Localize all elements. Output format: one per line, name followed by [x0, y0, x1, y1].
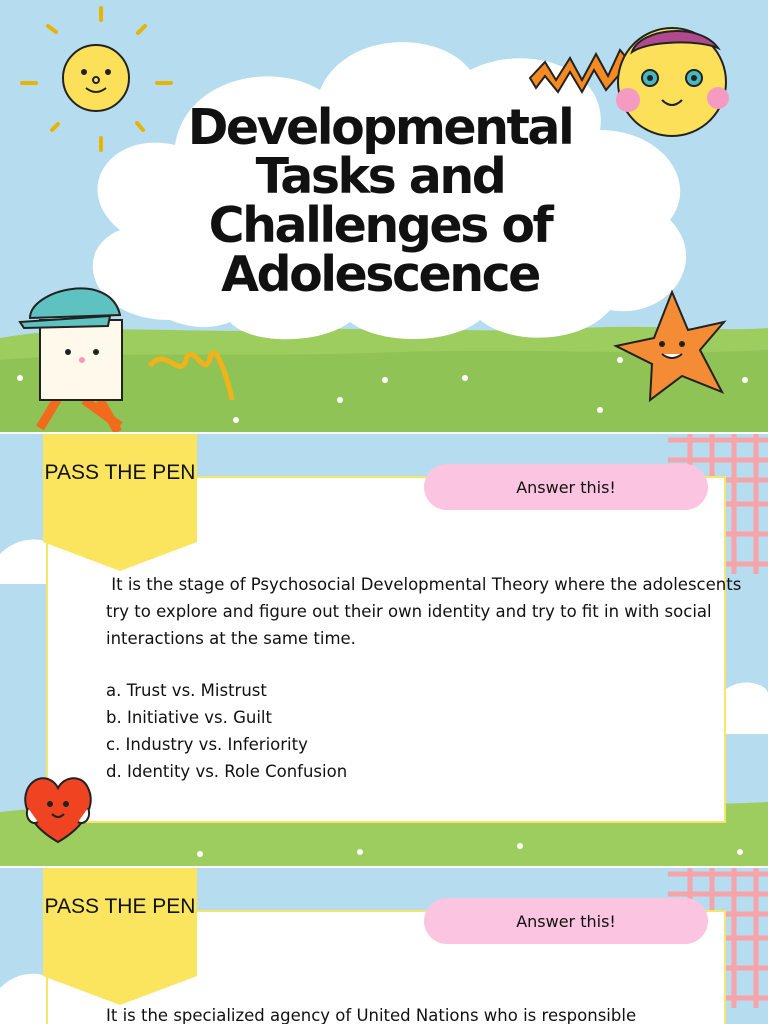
- pass-the-pen-ribbon: [43, 434, 197, 571]
- ribbon-label: PASS THE PEN: [44, 895, 196, 918]
- question-text: It is the stage of Psychosocial Developmental Theory where the adolescents try to explore and figure out their own identity and try to fit in with social interactions at the same time.: [106, 575, 747, 648]
- choice-c[interactable]: c. Industry vs. Inferiority: [106, 735, 308, 754]
- answer-this-button[interactable]: Answer this!: [424, 898, 708, 944]
- smiley-face-icon: [616, 28, 729, 136]
- question-text: It is the specialized agency of United Nations who is responsible: [106, 1006, 637, 1024]
- answer-choices: [106, 677, 347, 785]
- sun-icon: [22, 8, 171, 150]
- choice-b[interactable]: b. Initiative vs. Guilt: [106, 708, 272, 727]
- pass-the-pen-ribbon: [43, 868, 197, 1005]
- heart-character-icon: [20, 770, 96, 846]
- ribbon-label: PASS THE PEN: [44, 461, 196, 484]
- answer-this-button[interactable]: Answer this!: [424, 464, 708, 510]
- question-slide-2: [0, 868, 768, 1024]
- choice-a[interactable]: a. Trust vs. Mistrust: [106, 681, 267, 700]
- title-slide: [0, 0, 768, 432]
- presentation-title: Developmental Tasks and Challenges of Adolescence: [187, 99, 573, 303]
- choice-d[interactable]: d. Identity vs. Role Confusion: [106, 762, 348, 781]
- question-slide-1: [0, 434, 768, 866]
